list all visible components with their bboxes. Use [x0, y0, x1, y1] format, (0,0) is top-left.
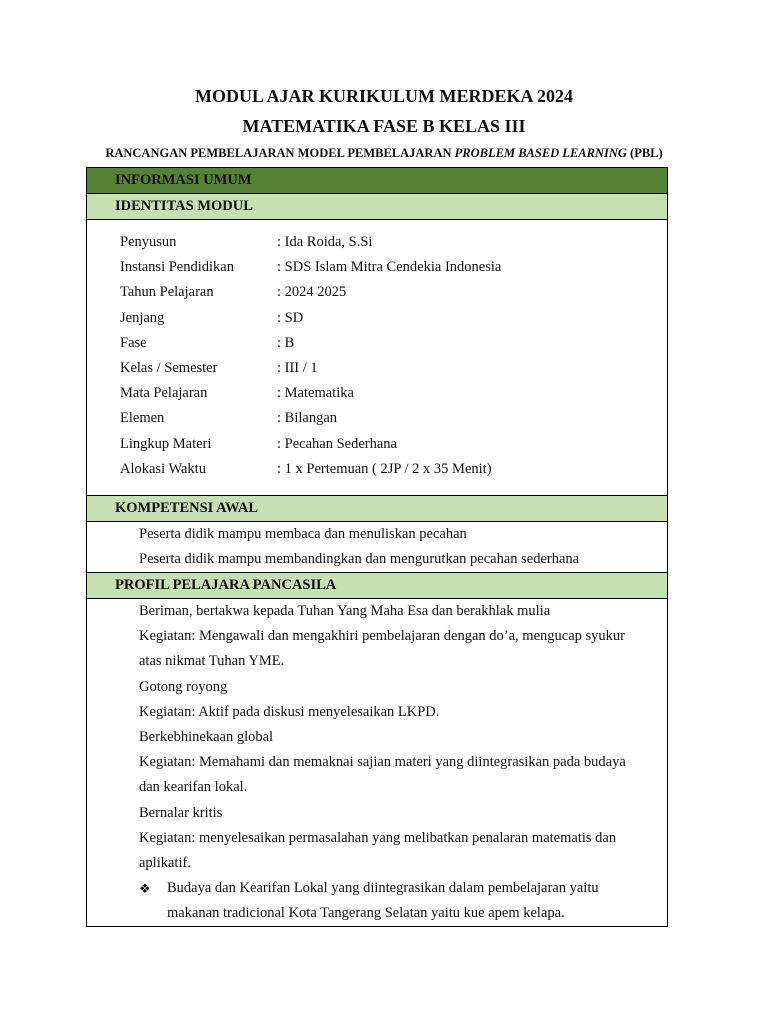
budaya-line: Budaya dan Kearifan Lokal yang diintegrasikan dalam pembelajaran yaitu	[167, 880, 599, 897]
budaya-bullet-item	[87, 876, 667, 926]
profil-item: Berkebhinekaan global	[139, 728, 274, 745]
profil-item: Beriman, bertakwa kepada Tuhan Yang Maha Esa dan berakhlak mulia	[139, 603, 551, 619]
identitas-row	[87, 432, 667, 457]
identitas-value: : III / 1	[277, 359, 318, 376]
identitas-row	[87, 255, 667, 280]
identitas-value: : Matematika	[277, 385, 354, 402]
document-subtitle: MATEMATIKA FASE B KELAS III	[242, 116, 526, 136]
document-subheading	[0, 146, 768, 161]
kompetensi-item: Peserta didik mampu membandingkan dan mengurutkan pecahan sederhana	[139, 551, 580, 568]
diamond-bullet-icon: ❖	[139, 881, 151, 897]
identitas-row	[87, 406, 667, 431]
identitas-modul-header: IDENTITAS MODUL	[87, 194, 667, 220]
identitas-row	[87, 331, 667, 356]
identitas-label: Mata Pelajaran	[120, 385, 208, 402]
profil-item: Kegiatan: Mengawali dan mengakhiri pembelajaran dengan do’a, mengucap syukur	[139, 628, 625, 645]
identitas-value: : 1 x Pertemuan ( 2JP / 2 x 35 Menit)	[277, 460, 492, 477]
identitas-label: Kelas / Semester	[120, 359, 218, 376]
identitas-value: : Ida Roida, S.Si	[277, 234, 373, 250]
identitas-value: : B	[277, 334, 295, 351]
kompetensi-item: Peserta didik mampu membaca dan menuliskan pecahan	[139, 526, 467, 542]
identitas-value: : SDS Islam Mitra Cendekia Indonesia	[277, 259, 502, 276]
identitas-row	[87, 230, 667, 255]
identitas-row	[87, 381, 667, 406]
identitas-list	[87, 220, 667, 482]
identitas-label: Tahun Pelajaran	[120, 284, 214, 301]
profil-item: Bernalar kritis	[139, 804, 223, 821]
subheading-prefix: RANCANGAN PEMBELAJARAN MODEL PEMBELAJARAN	[105, 146, 452, 160]
subheading-suffix: (PBL)	[630, 146, 663, 160]
subheading-italic: PROBLEM BASED LEARNING	[454, 146, 627, 160]
identitas-row	[87, 457, 667, 482]
profil-item: aplikatif.	[139, 854, 191, 871]
identitas-row	[87, 356, 667, 381]
profil-item: Kegiatan: Aktif pada diskusi menyelesaikan LKPD.	[139, 703, 440, 720]
identitas-value: : SD	[277, 309, 304, 326]
identitas-label: Elemen	[120, 410, 165, 427]
profil-item: Kegiatan: menyelesaikan permasalahan yang melibatkan penalaran matematis dan	[139, 829, 617, 846]
identitas-label: Fase	[120, 334, 147, 351]
profil-item: dan kearifan lokal.	[139, 779, 248, 796]
identitas-label: Lingkup Materi	[120, 435, 212, 452]
identitas-label: Penyusun	[120, 234, 177, 250]
identitas-value: : Pecahan Sederhana	[277, 435, 397, 452]
budaya-line: makanan tradicional Kota Tangerang Selatan yaitu kue apem kelapa.	[167, 905, 565, 922]
kompetensi-table	[86, 495, 668, 573]
identitas-row	[87, 280, 667, 305]
identitas-value: : 2024 2025	[277, 284, 347, 301]
profil-item: Kegiatan: Memahami dan memaknai sajian materi yang diintegrasikan pada budaya	[139, 754, 626, 771]
kompetensi-awal-header: KOMPETENSI AWAL	[87, 496, 667, 522]
identitas-label: Alokasi Waktu	[120, 460, 206, 477]
profil-item: Gotong royong	[139, 678, 228, 695]
identitas-table	[86, 167, 668, 496]
informasi-umum-header: INFORMASI UMUM	[87, 168, 667, 194]
profil-table	[86, 572, 668, 927]
identitas-value: : Bilangan	[277, 410, 338, 427]
profil-pancasila-header: PROFIL PELAJARA PANCASILA	[87, 573, 667, 599]
profil-item: atas nikmat Tuhan YME.	[139, 653, 285, 670]
document-title: MODUL AJAR KURIKULUM MERDEKA 2024	[194, 86, 573, 106]
identitas-label: Jenjang	[120, 309, 165, 326]
identitas-label: Instansi Pendidikan	[120, 259, 234, 276]
identitas-row	[87, 306, 667, 331]
